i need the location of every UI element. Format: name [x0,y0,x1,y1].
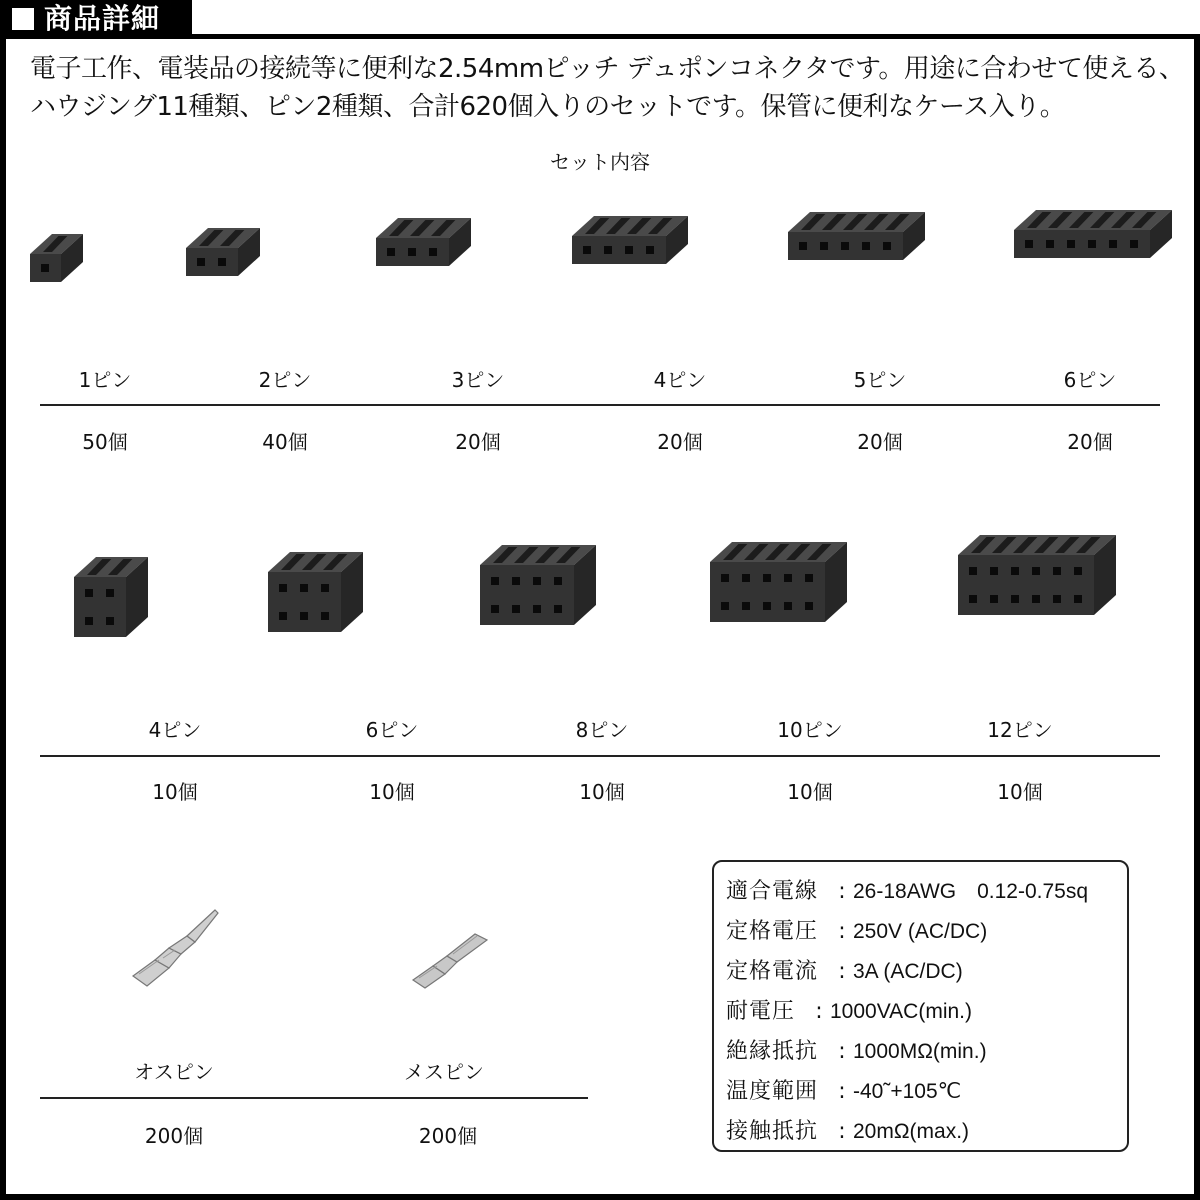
housing-6pin-image [1012,208,1174,260]
housing-2x3pin-count: 10個 [369,780,415,804]
intro-line-2: ハウジング11種類、ピン2種類、合計620個入りのセットです。保管に便利なケース入り。 [30,92,1066,122]
spec-separator: : [838,919,846,944]
divider-line [40,1097,588,1099]
male-pin-label: オスピン [134,1060,214,1084]
spec-value: 1000MΩ(min.) [853,1040,987,1063]
spec-key: 定格電流 [726,959,819,984]
housing-5pin-count: 20個 [857,430,903,454]
header-title-tab [0,0,192,38]
spec-key: 定格電圧 [726,919,819,944]
male-pin-count: 200個 [144,1124,204,1148]
spec-row [726,1072,1115,1112]
housing-4pin-count: 20個 [657,430,703,454]
male-pin-image [125,900,225,995]
spec-row [726,912,1115,952]
housing-2x2pin-count: 10個 [152,780,198,804]
spec-key: 接触抵抗 [726,1119,819,1144]
housing-2x4pin-image [478,543,598,627]
housing-2x5pin-count: 10個 [787,780,833,804]
spec-value: -40˜+105℃ [853,1080,962,1103]
housing-2x6pin-image [956,533,1118,617]
intro-text [30,50,1185,126]
divider-line [40,404,1160,406]
female-pin-label: メスピン [404,1060,484,1084]
housing-2x6pin-label: 12ピン [987,718,1053,742]
housing-6pin-label: 6ピン [1063,368,1117,392]
spec-key: 温度範囲 [726,1079,819,1104]
housing-4pin-label: 4ピン [653,368,707,392]
spec-value: 3A (AC/DC) [853,960,963,983]
spec-separator: : [838,1119,846,1144]
housing-2pin-label: 2ピン [258,368,312,392]
intro-line-1: 電子工作、電装品の接続等に便利な2.54mmピッチ デュポンコネクタです。用途に合わせて使える、 [30,54,1185,84]
female-pin-count: 200個 [418,1124,478,1148]
set-contents-title: セット内容 [550,150,650,174]
spec-value: 1000VAC(min.) [830,1000,972,1023]
housing-2pin-image [184,226,262,278]
spec-separator: : [815,999,823,1024]
housing-2x5pin-label: 10ピン [777,718,843,742]
housing-2pin-count: 40個 [262,430,308,454]
spec-row [726,1112,1115,1152]
divider-line [40,755,1160,757]
housing-1pin-count: 50個 [82,430,128,454]
spec-value: 250V (AC/DC) [853,920,988,943]
spec-key: 絶縁抵抗 [726,1039,819,1064]
housing-2x2pin-label: 4ピン [148,718,202,742]
spec-key: 耐電圧 [726,999,796,1024]
housing-4pin-image [570,214,690,266]
spec-row [726,952,1115,992]
housing-2x3pin-label: 6ピン [365,718,419,742]
spec-key: 適合電線 [726,879,819,904]
spec-separator: : [838,959,846,984]
housing-6pin-count: 20個 [1067,430,1113,454]
spec-box [712,860,1129,1152]
spec-value: 26-18AWG 0.12-0.75sq [853,880,1089,903]
spec-value: 20mΩ(max.) [853,1120,970,1143]
spec-separator: : [838,1039,846,1064]
page-title: 商品詳細 [44,2,161,35]
housing-2x4pin-label: 8ピン [575,718,629,742]
housing-2x3pin-image [266,550,365,634]
female-pin-image [405,918,495,993]
housing-3pin-image [374,216,473,268]
spec-separator: : [838,1079,846,1104]
housing-5pin-label: 5ピン [853,368,907,392]
housing-3pin-label: 3ピン [451,368,505,392]
housing-2x4pin-count: 10個 [579,780,625,804]
housing-2x6pin-count: 10個 [997,780,1043,804]
spec-separator: : [838,879,846,904]
housing-2x5pin-image [708,540,849,624]
header-bar [0,0,1200,38]
housing-1pin-label: 1ピン [78,368,132,392]
housing-5pin-image [786,210,927,262]
spec-row [726,992,1115,1032]
spec-row [726,1032,1115,1072]
housing-3pin-count: 20個 [455,430,501,454]
housing-1pin-image [28,232,85,284]
housing-2x2pin-image [72,555,150,639]
spec-row [726,872,1115,912]
square-bullet-icon [12,8,34,30]
